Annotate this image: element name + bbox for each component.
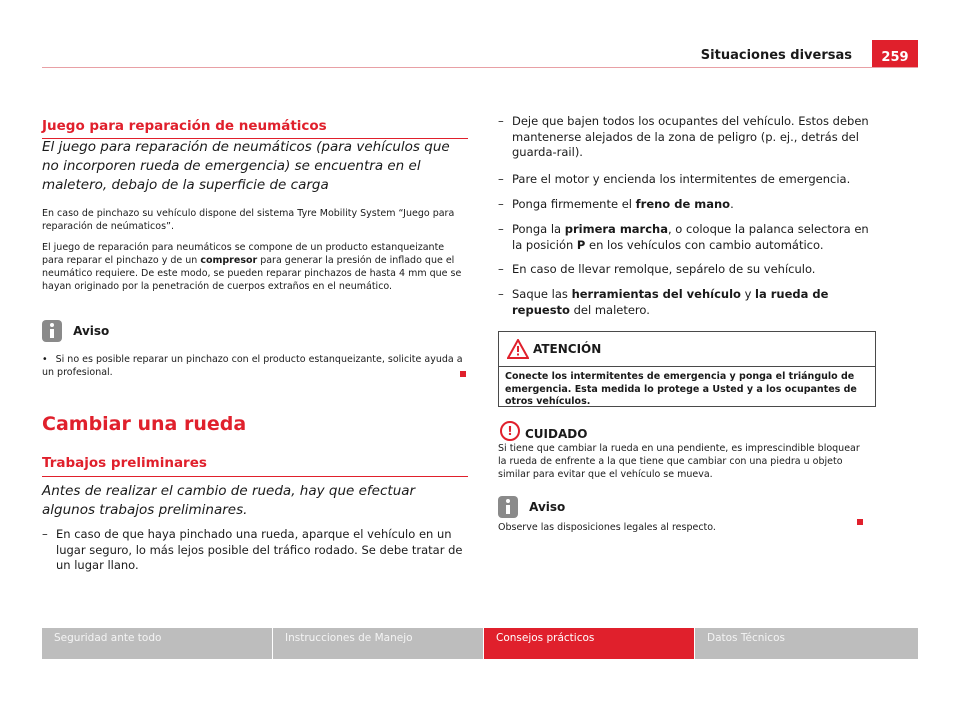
caution-title: CUIDADO <box>525 427 588 441</box>
step-text: Ponga firmemente el <box>512 197 636 211</box>
heading-rule <box>42 476 468 477</box>
list-item <box>498 262 874 278</box>
warning-triangle-icon <box>507 339 529 359</box>
warning-title: ATENCIÓN <box>533 342 602 356</box>
aviso-box-right <box>498 496 565 518</box>
spare-wheel-term: la rueda de repuesto <box>512 287 829 317</box>
step-text: del maletero. <box>569 302 650 317</box>
caution-icon: ! <box>500 421 520 441</box>
section-end-mark <box>460 371 466 377</box>
warning-header <box>499 332 875 367</box>
paragraph-kit-contents <box>42 241 468 293</box>
list-item <box>498 197 874 213</box>
footer-tab-driving[interactable]: Instrucciones de Manejo <box>273 628 483 659</box>
section-end-mark <box>857 519 863 525</box>
step-text: . <box>730 197 734 211</box>
info-icon <box>498 496 518 518</box>
list-item <box>498 172 874 188</box>
list-dash: – <box>498 172 504 186</box>
paragraph-kit-text-b: para generar la presión de inflado que el neumático requiere. De este modo, se pueden reparar pinchazos de hasta 4 mm que se hayan originado por la penetración de cuerpos extraños en el neumático. <box>42 255 462 292</box>
aviso-bullet: • <box>42 354 48 365</box>
section-title: Situaciones diversas <box>700 48 852 63</box>
heading-preliminary: Trabajos preliminares <box>42 455 207 471</box>
step-text: En caso de que haya pinchado una rueda, aparque el vehículo en un lugar seguro, lo más lejos posible del tráfico rodado. Se debe tratar de un lugar llano. <box>56 527 463 572</box>
warning-text: Conecte los intermitentes de emergencia y ponga el triángulo de emergencia. Esta medida lo protege a Usted y a los ocupantes de otros vehículos. <box>505 371 857 407</box>
list-dash: – <box>498 197 504 211</box>
aviso-title: Aviso <box>529 500 566 514</box>
step-text: Saque las <box>512 287 572 301</box>
tools-term: herramientas del vehículo <box>571 287 741 301</box>
compressor-term: compresor <box>200 255 258 266</box>
step-text: Ponga la <box>512 222 565 236</box>
paragraph-tms: En caso de pinchazo su vehículo dispone del sistema Tyre Mobility System “Juego para reparación de neúmaticos”. <box>42 208 455 232</box>
footer-tab-practical-tips[interactable]: Consejos prácticos <box>484 628 694 659</box>
step-text: en los vehículos con cambio automático. <box>585 237 824 252</box>
list-dash: – <box>42 527 48 541</box>
list-item <box>498 222 874 253</box>
list-dash: – <box>498 114 504 128</box>
heading-repair-kit: Juego para reparación de neumáticos <box>42 118 327 134</box>
heading-change-wheel: Cambiar una rueda <box>42 413 247 435</box>
step-text: y <box>740 287 756 301</box>
aviso-bullet-text: Si no es posible reparar un pinchazo con el producto estanqueizante, solicite ayuda a un profesional. <box>42 354 463 378</box>
page-number: 259 <box>872 40 918 68</box>
list-item <box>498 114 874 161</box>
handbrake-term: freno de mano <box>635 197 731 211</box>
list-dash: – <box>498 222 504 236</box>
paragraph-kit-text-a: El juego de reparación para neumáticos se compone de un producto estanqueizante para reparar el pinchazo y de un <box>42 242 445 266</box>
footer-tab-safety[interactable]: Seguridad ante todo <box>42 628 272 659</box>
subsection-preliminary <box>42 455 468 477</box>
step-text: Deje que bajen todos los ocupantes del vehículo. Estos deben mantenerse alejados de la zona de peligro (p. ej., detrás del guarda-rail). <box>512 114 869 159</box>
caution-text: Si tiene que cambiar la rueda en una pendiente, es imprescindible bloquear la rueda de enfrente a la que tiene que cambiar con una piedra u objeto similar para evitar que el vehículo se mueva. <box>498 443 860 480</box>
list-item <box>42 527 468 574</box>
step-text: , o coloque la palanca selectora en la posición <box>512 222 869 252</box>
intro-preliminary: Antes de realizar el cambio de rueda, hay que efectuar algunos trabajos preliminares. <box>42 483 416 518</box>
aviso-title: Aviso <box>73 324 110 338</box>
aviso-box-left <box>42 320 468 342</box>
step-text: Pare el motor y encienda los intermitentes de emergencia. <box>512 172 851 186</box>
header-divider <box>42 67 918 68</box>
list-dash: – <box>498 287 504 301</box>
park-term: P <box>576 237 586 252</box>
first-gear-term: primera marcha <box>564 222 668 236</box>
list-item <box>498 287 874 318</box>
aviso-text-right: Observe las disposiciones legales al respecto. <box>498 522 716 533</box>
left-column <box>42 118 468 139</box>
aviso-text-left <box>42 353 468 379</box>
warning-box <box>498 331 876 407</box>
footer-tab-technical-data[interactable]: Datos Técnicos <box>695 628 918 659</box>
info-icon <box>42 320 62 342</box>
list-dash: – <box>498 262 504 276</box>
intro-repair-kit: El juego para reparación de neumáticos (para vehículos que no incorporen rueda de emergencia) se encuentra en el maletero, debajo de la superficie de carga <box>42 139 450 193</box>
step-text: En caso de llevar remolque, sepárelo de su vehículo. <box>512 262 816 276</box>
